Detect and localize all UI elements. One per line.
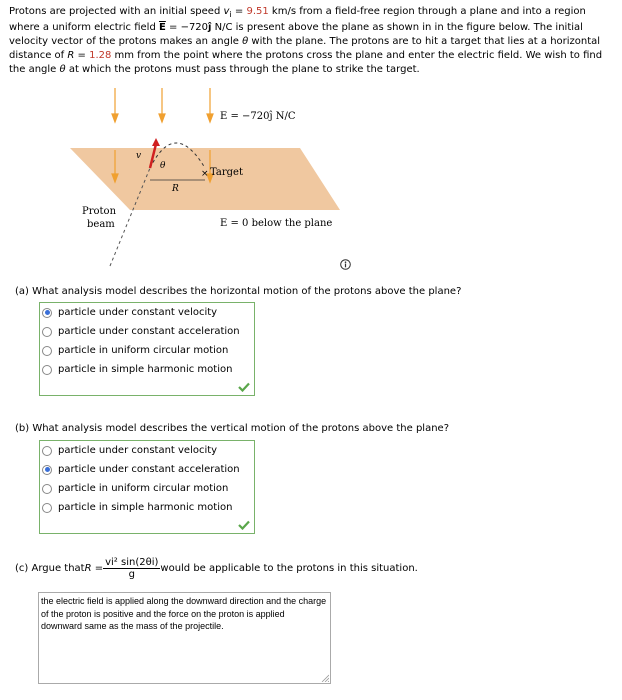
R-label: R	[172, 184, 179, 194]
intro-text: mm from the point where the protons cross the plane and enter the electric field. We wish to find the angle	[9, 50, 603, 75]
question-c-suffix: would be applicable to the protons in this situation.	[160, 563, 418, 574]
formula-lhs: R =	[84, 563, 104, 574]
vi-subscript: i	[229, 9, 232, 19]
radio-button[interactable]	[42, 327, 52, 337]
correct-check-icon	[238, 520, 250, 530]
vi-label: v	[136, 151, 142, 161]
answer-textarea[interactable]	[38, 592, 331, 684]
radio-button[interactable]	[42, 503, 52, 513]
formula-fraction	[103, 557, 160, 580]
option-label: particle under constant acceleration	[58, 464, 240, 475]
option-label: particle in simple harmonic motion	[58, 502, 233, 513]
theta-symbol: θ	[242, 36, 249, 47]
qa-option-2[interactable]	[40, 341, 254, 360]
equals-text: =	[74, 50, 90, 61]
formula-denominator: g	[128, 569, 135, 580]
proton-field-figure	[70, 88, 370, 268]
intro-text: at which the protons must pass through the plane to strike the target.	[65, 64, 420, 75]
field-label: E = −720ĵ N/C	[220, 111, 296, 122]
qb-option-3[interactable]	[40, 498, 254, 517]
option-label: particle under constant velocity	[58, 445, 218, 456]
info-icon[interactable]	[340, 259, 351, 270]
qa-option-0[interactable]	[40, 303, 254, 322]
question-b-label: (b) What analysis model describes the vertical motion of the protons above the plane?	[15, 423, 450, 434]
formula-numerator: vi² sin(2θi)	[105, 557, 159, 568]
target-marker: ×	[201, 169, 209, 179]
radio-button[interactable]	[42, 465, 52, 475]
vi-symbol: v	[223, 6, 230, 17]
qa-option-3[interactable]	[40, 360, 254, 379]
beam-label-1: Proton	[82, 206, 117, 217]
beam-label-2: beam	[87, 219, 115, 230]
intro-text: km/s from a field-free region through a plane and into a region where a uniform electric field	[9, 6, 586, 33]
option-label: particle in uniform circular motion	[58, 483, 229, 494]
R-symbol: R	[67, 50, 75, 61]
qb-option-1[interactable]	[40, 460, 254, 479]
question-c-prefix: (c) Argue that	[15, 563, 85, 574]
radio-button[interactable]	[42, 484, 52, 494]
intro-text: = −720	[165, 22, 209, 33]
resize-handle-icon[interactable]	[321, 674, 329, 682]
E-symbol: $\overline{E}$	[158, 22, 166, 33]
j-symbol: ĵ	[208, 22, 212, 33]
option-label: particle under constant acceleration	[58, 326, 240, 337]
intro-text: Protons are projected with an initial speed	[9, 6, 224, 17]
below-plane-label: E = 0 below the plane	[220, 218, 333, 229]
radio-button[interactable]	[42, 346, 52, 356]
qb-option-2[interactable]	[40, 479, 254, 498]
question-b-options	[39, 440, 255, 534]
velocity-arrowhead	[152, 138, 160, 146]
answer-text: the electric field is applied along the downward direction and the charge of the proton is positive and the force on the proton is applied downward same as the mass of the projectile.	[41, 596, 327, 631]
option-label: particle in simple harmonic motion	[58, 364, 233, 375]
intro-text: N/C is present above the plane as shown in in the figure below. The initial velocity vector of the protons makes an angle	[9, 22, 583, 47]
option-label: particle in uniform circular motion	[58, 345, 229, 356]
theta-symbol: θ	[59, 64, 66, 75]
intro-text: with the plane. The protons are to hit a target that lies at a horizontal distance of	[9, 36, 601, 61]
option-label: particle under constant velocity	[58, 307, 218, 318]
qa-option-1[interactable]	[40, 322, 254, 341]
radio-button[interactable]	[42, 308, 52, 318]
distance-value: 1.28	[89, 50, 112, 61]
problem-statement	[9, 5, 614, 77]
question-a-label: (a) What analysis model describes the horizontal motion of the protons above the plane?	[15, 286, 462, 297]
target-label: Target	[210, 167, 243, 178]
question-c-label	[15, 557, 418, 580]
qb-option-0[interactable]	[40, 441, 254, 460]
correct-check-icon	[238, 382, 250, 392]
speed-value: 9.51	[246, 6, 269, 17]
question-a-options	[39, 302, 255, 396]
radio-button[interactable]	[42, 365, 52, 375]
plane	[70, 148, 340, 210]
radio-button[interactable]	[42, 446, 52, 456]
theta-label: θ	[160, 161, 166, 171]
equals-text: =	[231, 6, 247, 17]
